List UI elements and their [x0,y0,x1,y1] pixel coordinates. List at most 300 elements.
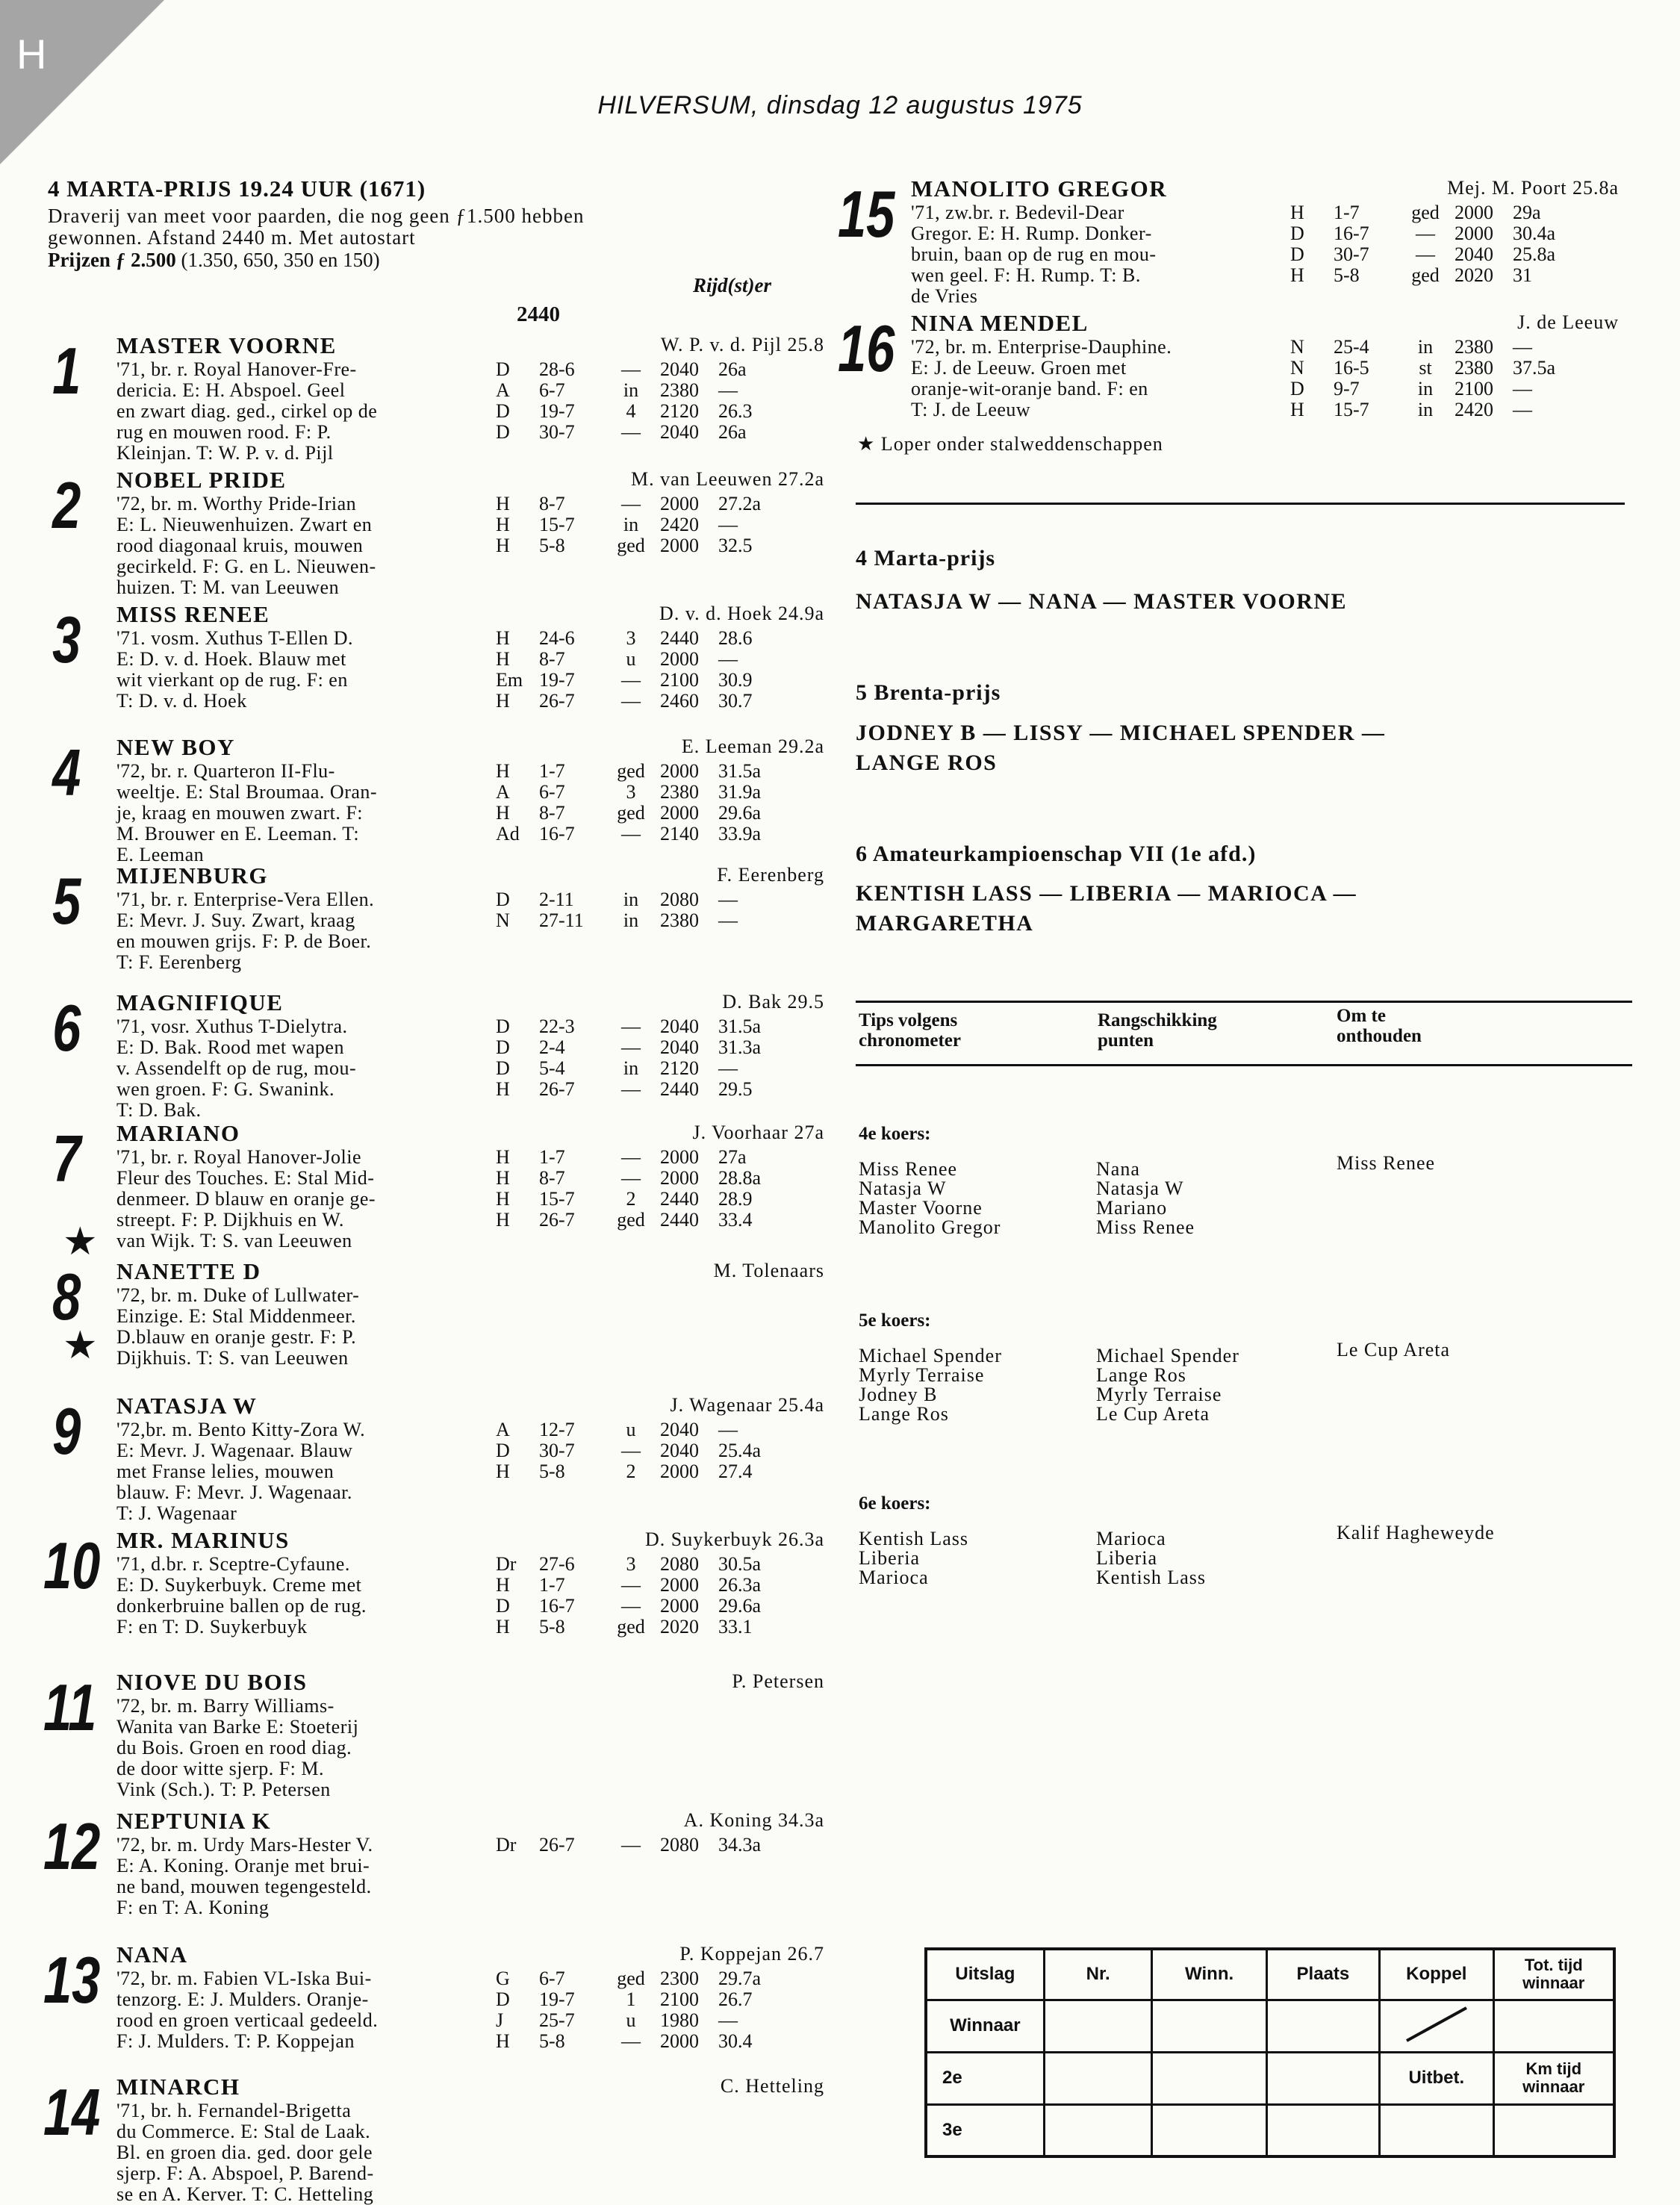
result-line [496,1419,824,1440]
horse-number: 8 [52,1260,81,1334]
uitbet-label: Uitbet. [1380,2052,1493,2104]
result-field: H [496,493,510,514]
horse-results [496,1016,824,1100]
result-field: 19-7 [539,1988,575,2010]
result-field: 5-8 [539,1461,565,1482]
result-field: 33.1 [718,1616,753,1638]
result-line [1290,265,1619,286]
result-field: — [621,358,641,380]
result-line [1290,223,1619,244]
result-field: 2120 [660,1057,699,1079]
horse-entry [48,734,824,865]
result-cell [1044,2052,1152,2104]
result-field: 2120 [660,400,699,422]
horse-entry [48,862,824,989]
horse-desc-line: F: en T: A. Koning [116,1897,270,1918]
horse-desc-line: Vink (Sch.). T: P. Petersen [116,1779,331,1800]
result-field: H [496,1188,510,1210]
result-field: 2040 [1455,243,1493,265]
result-field: 30-7 [1334,243,1369,265]
horse-entry [48,467,824,598]
horse-name: NIOVE DU BOIS [116,1669,308,1695]
result-field: 15-7 [539,1188,575,1210]
horse-desc-line: de door witte sjerp. F: M. [116,1758,325,1779]
result-field: 2000 [660,1461,699,1482]
result-field: 2040 [660,1036,699,1058]
result-field: 2380 [660,781,699,803]
result-field: ged [1411,202,1440,223]
horse-desc-line: '72, br. r. Quarteron II-Flu- [116,760,335,782]
horse-driver: J. Voorhaar 27a [692,1122,824,1143]
horse-driver: E. Leeman 29.2a [681,735,824,757]
horse-driver: Mej. M. Poort 25.8a [1447,177,1619,199]
result-field: 6-7 [539,781,565,803]
horse-desc-line: sjerp. F: A. Abspoel, P. Barend- [116,2162,374,2184]
horse-desc-line: du Commerce. E: Stal de Laak. [116,2121,371,2142]
horse-desc-line: '71, br. r. Royal Hanover-Fre- [116,358,357,380]
result-field: in [1417,378,1434,399]
koers-horse: Le Cup Areta [1096,1403,1210,1425]
result-line [1290,244,1619,265]
koers-horse: Natasja W [859,1178,947,1199]
result-header-winn: Winn. [1152,1949,1266,2000]
result-field: 1980 [660,2009,699,2031]
horse-number: 9 [52,1394,81,1468]
horse-desc-line: '71, br. h. Fernandel-Brigetta [116,2100,352,2121]
result-field: 27-6 [539,1553,575,1575]
horse-name: MAGNIFIQUE [116,989,284,1016]
result-field: in [623,514,639,535]
horse-name: MR. MARINUS [116,1527,290,1553]
horse-name: NANETTE D [116,1258,261,1284]
horse-entry [43,1669,824,1800]
result-field: 29.6a [718,1595,762,1617]
horse-desc-line: M. Brouwer en E. Leeman. T: [116,823,360,845]
result-line [496,803,824,824]
result-field: 1-7 [1334,202,1360,223]
horse-desc-line: T: D. Bak. [116,1099,202,1121]
result-field: H [496,627,510,649]
result-field: 1-7 [539,760,565,782]
result-line [496,422,824,443]
col-header-line: onthouden [1337,1026,1422,1046]
koers-horse: Marioca [859,1567,929,1588]
koers-horse: Master Voorne [859,1197,983,1219]
result-field: 2440 [660,627,699,649]
race-description [48,205,824,249]
horse-number: 12 [43,1809,101,1883]
horse-desc-line: E: Mevr. J. Wagenaar. Blauw [116,1440,353,1461]
horse-desc-line: Einzige. E: Stal Middenmeer. [116,1305,356,1327]
horse-number: 14 [43,2075,101,2149]
result-field: — [621,1146,641,1168]
result-field: H [496,514,510,535]
result-line [496,1189,824,1210]
result-field: 2000 [1455,223,1493,244]
horse-desc-line: Kleinjan. T: W. P. v. d. Pijl [116,442,334,464]
onthouden-list [1337,1523,1495,1543]
result-field: 16-7 [1334,223,1369,244]
result-field: H [496,1616,510,1638]
result-field: 30-7 [539,421,575,443]
horse-entry [48,1258,824,1385]
horse-desc-line: tenzorg. E: J. Mulders. Oranje- [116,1988,369,2010]
result-field: Dr [496,1834,517,1856]
result-cell [1152,2052,1266,2104]
result-field: Dr [496,1553,517,1575]
horse-desc-line: E: J. de Leeuw. Groen met [911,357,1127,379]
horse-desc-line: Dijkhuis. T: S. van Leeuwen [116,1347,349,1369]
horse-name: MASTER VOORNE [116,332,337,358]
tips-table-top-rule [856,1001,1632,1003]
result-field: 2100 [660,1988,699,2010]
result-field: 37.5a [1513,357,1556,379]
race-desc-line: gewonnen. Afstand 2440 m. Met autostart [48,226,416,249]
horse-results [496,1419,824,1482]
horse-results [1290,202,1619,286]
horse-desc-line: wen geel. F: H. Rump. T: B. [911,264,1141,286]
result-cell [1493,2104,1614,2156]
result-field: Ad [496,823,520,845]
horse-desc-line: '71, vosr. Xuthus T-Dielytra. [116,1016,348,1037]
koers-horse: Michael Spender [859,1345,1002,1366]
horse-results [496,761,824,845]
result-field: 26-7 [539,1078,575,1100]
result-line [496,1168,824,1189]
horse-number: 6 [52,991,81,1065]
section-letter: H [16,31,47,78]
result-header-plaats: Plaats [1266,1949,1379,2000]
result-line [496,1016,824,1037]
horse-results [496,494,824,556]
result-field: 5-8 [1334,264,1360,286]
result-field: u [626,648,636,670]
horse-description [116,1554,505,1638]
horse-desc-line: T: J. Wagenaar [116,1502,237,1524]
result-field: Em [496,669,523,691]
result-field: — [621,1167,641,1189]
result-field: 2000 [660,1595,699,1617]
horse-description [116,494,505,598]
result-field: D [496,358,510,380]
result-field: — [718,909,738,931]
horse-number: 16 [838,311,895,385]
result-line [496,1440,824,1461]
result-field: 31 [1513,264,1532,286]
result-field: 2380 [1455,357,1493,379]
horse-desc-line: E: D. v. d. Hoek. Blauw met [116,648,346,670]
horse-entry [43,1941,824,2068]
result-field: 26a [718,421,747,443]
col-header-onthouden [1337,1006,1422,1046]
koers-horse: Liberia [859,1547,921,1569]
result-field: 31.5a [718,760,762,782]
onthouden-list [1337,1340,1450,1360]
chrono-list [859,1160,1001,1237]
result-field: 30.5a [718,1553,762,1575]
tip-line: JODNEY B — LISSY — MICHAEL SPENDER — [856,721,1386,745]
result-field: — [621,421,641,443]
result-field: H [496,2030,510,2052]
punten-list [1096,1346,1239,1424]
result-field: 5-8 [539,535,565,556]
result-row-3e: 3e [926,2104,1044,2156]
horse-entry [838,310,1619,437]
result-cell [1266,2000,1379,2052]
horse-entry [48,1120,824,1263]
result-field: — [718,379,738,401]
race-header [48,175,824,332]
result-field: H [1290,202,1304,223]
result-field: 3 [626,1553,636,1575]
result-header-uitslag: Uitslag [926,1949,1044,2000]
result-field: ged [617,760,645,782]
result-field: 26.3 [718,400,753,422]
horse-number: 1 [52,334,81,408]
horse-desc-line: bruin, baan op de rug en mou- [911,243,1157,265]
rijdster-label: Rijd(st)er [693,274,771,296]
result-field: 22-3 [539,1016,575,1037]
result-cell [1044,2000,1152,2052]
result-field: H [496,648,510,670]
result-field: in [623,889,639,910]
result-field: 26.3a [718,1574,762,1596]
koers-horse: Miss Renee [1337,1152,1436,1174]
result-field: 19-7 [539,400,575,422]
horse-entry [48,989,824,1121]
result-line [1290,202,1619,223]
horse-desc-line: '71, d.br. r. Sceptre-Cyfaune. [116,1553,350,1575]
horse-desc-line: en zwart diag. ged., cirkel op de [116,400,378,422]
horse-number: 15 [838,177,895,251]
result-field: 30.4a [1513,223,1556,244]
result-field: 30.9 [718,669,753,691]
horse-number: 11 [43,1670,97,1744]
result-field: A [496,781,510,803]
result-field: 26-7 [539,1834,575,1856]
result-field: — [621,1078,641,1100]
koers-horse: Mariano [1096,1197,1168,1219]
tip-line: NATASJA W — NANA — MASTER VOORNE [856,589,1348,614]
result-field: — [718,889,738,910]
col-header-line: Om te [1337,1006,1386,1026]
horse-desc-line: huizen. T: M. van Leeuwen [116,576,340,598]
result-field: — [718,1419,738,1440]
result-line [496,670,824,691]
result-field: 5-4 [539,1057,565,1079]
result-field: in [1417,399,1434,420]
result-field: 30.7 [718,690,753,712]
horse-desc-line: v. Assendelft op de rug, mou- [116,1057,357,1079]
result-line [496,2010,824,2031]
result-field: 8-7 [539,1167,565,1189]
result-field: 2000 [660,1167,699,1189]
horse-name: NANA [116,1941,188,1968]
result-field: A [496,379,510,401]
horse-desc-line: du Bois. Groen en rood diag. [116,1737,352,1758]
result-field: D [496,1016,510,1037]
horse-desc-line: F: J. Mulders. T: P. Koppejan [116,2030,355,2052]
result-field: — [621,2030,641,2052]
result-field: D [496,1057,510,1079]
result-line [496,1210,824,1231]
result-field: N [496,909,510,931]
tip-line: MARGARETHA [856,911,1034,936]
result-field: 2420 [1455,399,1493,420]
horse-desc-line: Wanita van Barke E: Stoeterij [116,1716,359,1738]
result-field: H [496,1209,510,1231]
horse-desc-line: T: J. de Leeuw [911,399,1031,420]
result-field: 2020 [1455,264,1493,286]
result-field: 2040 [660,1419,699,1440]
result-field: 8-7 [539,802,565,824]
koers-horse: Marioca [1096,1528,1166,1549]
horse-driver: M. Tolenaars [713,1260,824,1281]
result-field: 25-7 [539,2009,575,2031]
race-title: 4 MARTA-PRIJS 19.24 UUR (1671) [48,175,426,202]
result-field: 2000 [660,493,699,514]
horse-desc-line: se en A. Kerver. T: C. Hetteling [116,2183,374,2205]
result-field: 2000 [660,760,699,782]
result-field: — [1513,378,1532,399]
result-field: — [621,1440,641,1461]
horse-description [116,359,505,464]
prizes-detail: (1.350, 650, 350 en 150) [181,249,380,271]
result-field: 25-4 [1334,336,1369,358]
result-field: 26a [718,358,747,380]
result-cell [1266,2104,1379,2156]
result-field: 2080 [660,1553,699,1575]
result-cell [1152,2000,1266,2052]
koers-label: 4e koers: [859,1124,931,1144]
horse-desc-line: dericia. E: H. Abspoel. Geel [116,379,346,401]
result-line [496,691,824,712]
result-row-winnaar: Winnaar [926,2000,1044,2052]
result-field: D [496,1988,510,2010]
result-field: — [621,823,641,845]
result-line [496,401,824,422]
result-field: 2000 [660,1146,699,1168]
result-field: 2000 [660,648,699,670]
result-field: N [1290,357,1304,379]
horse-driver: A. Koning 34.3a [683,1809,824,1831]
result-field: — [621,1036,641,1058]
horse-desc-line: E: Mevr. J. Suy. Zwart, kraag [116,909,355,931]
result-line [496,761,824,782]
koers-horse: Kentish Lass [1096,1567,1207,1588]
result-cell [1380,2104,1493,2156]
col-header-punten [1098,1010,1217,1051]
result-line [496,1461,824,1482]
result-field: 2380 [660,379,699,401]
result-field: ged [617,1616,645,1638]
horse-desc-line: E. Leeman [116,844,205,865]
horse-desc-line: wit vierkant op de rug. F: en [116,669,348,691]
result-line [496,380,824,401]
result-field: ged [617,802,645,824]
koers-horse: Le Cup Areta [1337,1339,1451,1360]
result-field: 31.3a [718,1036,762,1058]
result-field: 29.6a [718,802,762,824]
result-field: 27-11 [539,909,584,931]
result-field: 2100 [660,669,699,691]
result-line [496,1596,824,1617]
result-field: 29a [1513,202,1541,223]
result-line [496,824,824,845]
koers-horse: Lange Ros [859,1403,949,1425]
result-field: 33.9a [718,823,762,845]
horse-entry [48,332,824,464]
koers-label: 5e koers: [859,1310,931,1331]
result-field: st [1419,357,1432,379]
horse-desc-line: E: A. Koning. Oranje met brui- [116,1855,370,1876]
result-field: J [496,2009,504,2031]
horse-driver: J. Wagenaar 25.4a [670,1394,824,1416]
koers-horse: Michael Spender [1096,1345,1239,1366]
horse-desc-line: oranje-wit-oranje band. F: en [911,378,1148,399]
result-field: A [496,1419,510,1440]
km-tijd-label: Km tijd winnaar [1493,2052,1614,2104]
result-field: 5-8 [539,2030,565,2052]
horse-desc-line: '72, br. m. Fabien VL-Iska Bui- [116,1968,372,1989]
horse-description [911,337,1299,420]
result-field: 2000 [1455,202,1493,223]
col-header-chronometer [859,1010,961,1051]
horse-driver: W. P. v. d. Pijl 25.8 [660,334,824,355]
result-field: 34.3a [718,1834,762,1856]
result-line [496,1079,824,1100]
result-field: 26.7 [718,1988,753,2010]
result-field: — [1513,399,1532,420]
horse-number: 10 [43,1528,101,1602]
tips-table-header-rule [856,1064,1632,1066]
result-field: 2140 [660,823,699,845]
onthouden-list [1337,1154,1435,1173]
result-field: 2000 [660,2030,699,2052]
horse-desc-line: '72, br. m. Barry Williams- [116,1695,335,1717]
result-field: — [718,648,738,670]
horse-results [496,889,824,931]
result-field: 12-7 [539,1419,575,1440]
horse-desc-line: rood en groen verticaal gedeeld. [116,2009,379,2031]
tip-line: KENTISH LASS — LIBERIA — MARIOCA — [856,881,1357,906]
col-header-line: chronometer [859,1030,961,1051]
result-field: 2040 [660,1016,699,1037]
result-field: H [496,1078,510,1100]
tip-race-title: 5 Brenta-prijs [856,680,1001,705]
result-line [496,535,824,556]
result-field: 2000 [660,535,699,556]
tip-race-title: 4 Marta-prijs [856,546,996,570]
result-line [496,359,824,380]
horse-desc-line: je, kraag en mouwen zwart. F: [116,802,364,824]
horse-desc-line: T: D. v. d. Hoek [116,690,247,712]
prizes-label: Prijzen ƒ 2.500 [48,249,176,271]
result-field: H [496,690,510,712]
result-field: 33.4 [718,1209,753,1231]
horse-desc-line: Fleur des Touches. E: Stal Mid- [116,1167,375,1189]
distance-label: 2440 [517,302,560,326]
horse-name: MISS RENEE [116,601,270,627]
horse-name: NATASJA W [116,1393,258,1419]
result-field: H [1290,264,1304,286]
koers-horse: Myrly Terraise [859,1364,985,1386]
result-line [496,910,824,931]
result-field: 2040 [660,358,699,380]
koers-horse: Lange Ros [1096,1364,1186,1386]
koers-horse: Natasja W [1096,1178,1184,1199]
result-field: 2380 [1455,336,1493,358]
